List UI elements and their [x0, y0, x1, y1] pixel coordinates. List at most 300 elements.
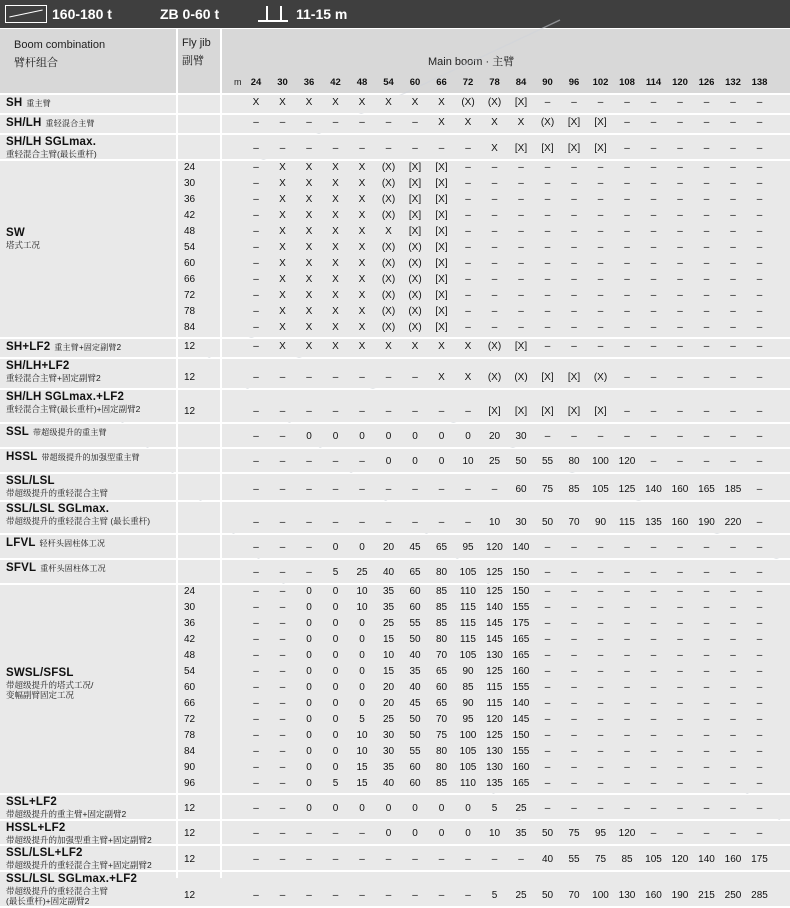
table-cell: 140	[645, 484, 662, 495]
table-cell: (X)	[381, 306, 396, 317]
table-cell: –	[677, 602, 683, 613]
table-cell: –	[703, 542, 710, 553]
table-cell: –	[279, 567, 286, 578]
column-header: 126	[698, 77, 715, 88]
table-cell: –	[571, 698, 577, 709]
table-cell: –	[756, 746, 763, 757]
table-cell: –	[756, 484, 763, 495]
table-cell: –	[465, 258, 471, 269]
table-cell: –	[253, 542, 259, 553]
table-cell: –	[624, 714, 630, 725]
table-cell: 165	[512, 634, 530, 645]
group-title-text: SWSL/SFSL	[6, 667, 74, 679]
table-cell: –	[624, 650, 630, 661]
table-cell: –	[597, 242, 604, 253]
table-cell: 130	[486, 746, 503, 757]
table-cell: X	[332, 226, 339, 237]
table-cell: –	[650, 746, 657, 757]
table-cell: 0	[359, 542, 365, 553]
table-cell: 125	[486, 666, 503, 677]
table-cell: [X]	[435, 194, 448, 205]
table-cell: –	[597, 634, 604, 645]
table-cell: 0	[306, 682, 312, 693]
table-cell: X	[279, 210, 286, 221]
table-cell: –	[253, 828, 259, 839]
table-cell: X	[358, 210, 366, 221]
table-cell: –	[465, 484, 471, 495]
table-cell: –	[756, 803, 763, 814]
table-cell: –	[756, 431, 763, 442]
table-cell: 80	[435, 634, 448, 645]
table-cell: –	[730, 618, 736, 629]
table-cell: (X)	[381, 290, 396, 301]
group-title-text: SFVL	[6, 562, 37, 574]
table-cell: –	[624, 778, 630, 789]
table-cell: 0	[438, 803, 445, 814]
table-cell: –	[677, 730, 683, 741]
table-cell: –	[571, 650, 577, 661]
table-cell: X	[464, 117, 472, 128]
table-cell: 0	[385, 431, 392, 442]
table-cell: –	[597, 290, 604, 301]
table-cell: –	[677, 341, 683, 352]
table-cell: 0	[306, 431, 312, 442]
table-cell: [X]	[594, 117, 607, 128]
table-cell: 50	[409, 634, 421, 645]
table-cell: –	[597, 778, 604, 789]
table-cell: –	[677, 258, 683, 269]
table-cell: 110	[460, 778, 476, 789]
table-cell: 65	[435, 666, 448, 677]
table-cell: X	[305, 258, 313, 269]
table-cell: 175	[751, 854, 768, 865]
group-title-text: SSL/LSL+LF2	[6, 847, 83, 859]
table-cell: 0	[359, 682, 365, 693]
table-cell: –	[650, 602, 657, 613]
table-cell: –	[279, 406, 286, 417]
table-cell: –	[544, 762, 551, 773]
table-cell: –	[703, 210, 710, 221]
table-cell: X	[279, 341, 286, 352]
table-cell: 25	[515, 890, 527, 901]
table-cell: 0	[306, 618, 312, 629]
table-cell: X	[279, 178, 286, 189]
table-cell: –	[253, 634, 259, 645]
table-cell: –	[730, 431, 736, 442]
table-cell: X	[305, 290, 313, 301]
table-cell: –	[730, 698, 736, 709]
table-cell: –	[624, 117, 630, 128]
table-cell: –	[756, 162, 763, 173]
table-cell: –	[412, 854, 418, 865]
table-cell: 0	[412, 431, 418, 442]
table-cell: –	[253, 484, 259, 495]
table-cell: X	[279, 290, 286, 301]
table-cell: 35	[382, 586, 395, 597]
column-header: 102	[592, 77, 609, 88]
table-cell: –	[571, 290, 577, 301]
table-cell: 50	[541, 890, 554, 901]
table-cell: –	[677, 586, 683, 597]
table-cell: X	[279, 194, 286, 205]
table-cell: –	[306, 890, 312, 901]
table-cell: 130	[486, 762, 503, 773]
table-cell: 0	[332, 803, 339, 814]
table-cell: –	[703, 406, 710, 417]
table-cell: –	[624, 762, 630, 773]
table-cell: 0	[385, 456, 392, 467]
table-cell: –	[279, 372, 286, 383]
table-cell: [X]	[567, 143, 581, 154]
table-cell: X	[358, 341, 366, 352]
table-cell: 5	[491, 890, 498, 901]
table-cell: [X]	[541, 372, 554, 383]
table-cell: X	[358, 274, 366, 285]
table-cell: –	[730, 602, 736, 613]
table-cell: X	[438, 341, 445, 352]
table-cell: 185	[724, 484, 742, 495]
group-subtitle: 重轻混合主臂(最长重杆)	[6, 149, 97, 159]
table-cell: 140	[698, 854, 715, 865]
table-cell: –	[624, 226, 630, 237]
table-cell: 130	[486, 650, 503, 661]
table-cell: –	[624, 274, 630, 285]
table-cell: –	[650, 714, 657, 725]
table-cell: 5	[491, 803, 498, 814]
table-cell: X	[332, 178, 339, 189]
table-cell: –	[730, 586, 736, 597]
fly-jib-value: 42	[184, 210, 196, 221]
table-cell: –	[677, 226, 683, 237]
group-subtitle: 带超级提升的加强型重主臂	[41, 453, 140, 462]
group-title-text: SH/LH SGLmax.+LF2	[6, 391, 125, 403]
table-cell: –	[571, 778, 577, 789]
table-cell: 115	[486, 698, 503, 709]
table-cell: –	[730, 456, 736, 467]
table-cell: –	[624, 586, 630, 597]
table-cell: –	[756, 618, 763, 629]
table-cell: –	[253, 517, 259, 528]
table-cell: 160	[671, 484, 689, 495]
table-cell: –	[571, 682, 577, 693]
table-cell: 120	[486, 714, 503, 725]
table-cell: 25	[356, 567, 368, 578]
table-cell: –	[650, 143, 657, 154]
table-cell: 50	[541, 517, 554, 528]
table-cell: –	[703, 586, 710, 597]
table-cell: (X)	[408, 258, 422, 269]
table-cell: [X]	[435, 258, 448, 269]
table-cell: –	[650, 162, 657, 173]
table-cell: X	[358, 162, 366, 173]
table-cell: 160	[671, 517, 689, 528]
table-cell: –	[756, 517, 763, 528]
table-cell: 105	[459, 762, 477, 773]
table-cell: –	[650, 650, 657, 661]
table-cell: –	[253, 322, 259, 333]
table-cell: –	[253, 341, 259, 352]
table-cell: [X]	[514, 341, 528, 352]
table-cell: –	[650, 666, 657, 677]
column-header: 48	[356, 77, 368, 88]
table-cell: 85	[462, 682, 474, 693]
table-cell: X	[332, 162, 339, 173]
table-cell: –	[650, 242, 657, 253]
table-cell: –	[544, 567, 551, 578]
table-cell: 160	[645, 890, 662, 901]
table-cell: –	[597, 322, 604, 333]
table-cell: –	[385, 372, 392, 383]
group-title-text: HSSL+LF2	[6, 822, 66, 834]
table-cell: 75	[594, 854, 607, 865]
table-cell: (X)	[487, 97, 502, 108]
table-cell: 55	[409, 746, 421, 757]
table-cell: –	[730, 803, 736, 814]
table-cell: 0	[306, 714, 312, 725]
table-cell: X	[358, 226, 366, 237]
column-header: 42	[330, 77, 341, 88]
table-cell: 165	[512, 650, 530, 661]
table-cell: (X)	[408, 290, 422, 301]
table-cell: X	[358, 242, 366, 253]
table-cell: –	[253, 666, 259, 677]
table-cell: –	[253, 778, 259, 789]
table-cell: –	[677, 746, 683, 757]
table-cell: –	[571, 567, 577, 578]
table-cell: –	[253, 714, 259, 725]
table-cell: –	[544, 602, 551, 613]
fly-jib-header	[178, 29, 220, 93]
column-header: 114	[645, 77, 662, 88]
table-cell: X	[385, 341, 392, 352]
table-cell: –	[412, 117, 418, 128]
table-cell: –	[359, 890, 365, 901]
table-cell: –	[491, 306, 498, 317]
table-cell: 5	[332, 778, 339, 789]
table-cell: 0	[306, 650, 312, 661]
table-cell: –	[491, 322, 498, 333]
table-cell: –	[756, 178, 763, 189]
table-cell: –	[306, 143, 312, 154]
table-cell: –	[279, 517, 286, 528]
table-cell: –	[703, 162, 710, 173]
table-cell: –	[571, 97, 577, 108]
column-divider	[220, 29, 222, 878]
table-cell: 155	[512, 746, 530, 757]
table-cell: X	[491, 117, 498, 128]
table-cell: –	[306, 484, 312, 495]
table-cell: –	[730, 290, 736, 301]
table-cell: –	[465, 517, 471, 528]
group-title-text: SH/LH	[6, 117, 42, 129]
column-header: 132	[725, 77, 741, 88]
table-cell: 160	[512, 762, 530, 773]
table-cell: –	[332, 484, 339, 495]
table-cell: 140	[512, 698, 530, 709]
table-cell: –	[730, 650, 736, 661]
group-title	[6, 562, 106, 574]
table-cell: –	[385, 117, 392, 128]
table-cell: –	[730, 746, 736, 757]
table-cell: –	[253, 210, 259, 221]
table-cell: –	[544, 698, 551, 709]
table-cell: –	[677, 242, 683, 253]
table-cell: –	[597, 762, 604, 773]
table-cell: –	[518, 306, 524, 317]
table-cell: –	[253, 242, 259, 253]
table-cell: –	[730, 778, 736, 789]
table-cell: 0	[332, 634, 339, 645]
table-cell: –	[279, 762, 286, 773]
table-cell: 85	[435, 586, 448, 597]
table-cell: –	[703, 258, 710, 269]
table-cell: 130	[618, 890, 636, 901]
table-cell: 35	[382, 602, 395, 613]
table-cell: –	[597, 194, 604, 205]
table-cell: –	[624, 162, 630, 173]
table-cell: 105	[645, 854, 662, 865]
table-cell: X	[279, 226, 286, 237]
table-cell: 70	[435, 714, 448, 725]
table-cell: –	[677, 274, 683, 285]
table-cell: –	[677, 828, 683, 839]
table-cell: 10	[356, 746, 368, 757]
table-cell: X	[332, 274, 339, 285]
table-cell: 0	[412, 828, 418, 839]
column-header: 36	[303, 77, 315, 88]
table-cell: 125	[486, 567, 503, 578]
table-cell: 65	[435, 542, 448, 553]
table-cell: 0	[438, 828, 445, 839]
table-cell: –	[412, 484, 418, 495]
group-title-text: SH/LH SGLmax.	[6, 136, 97, 148]
table-cell: –	[756, 778, 763, 789]
table-cell: –	[359, 117, 365, 128]
table-cell: –	[544, 178, 551, 189]
crane-icon	[5, 5, 47, 23]
table-cell: –	[253, 730, 259, 741]
table-cell: (X)	[408, 274, 422, 285]
table-cell: –	[332, 854, 339, 865]
table-cell: –	[650, 730, 657, 741]
table-cell: –	[518, 290, 524, 301]
fly-jib-en: Fly jib	[182, 37, 211, 49]
table-cell: –	[624, 143, 630, 154]
table-cell: –	[650, 178, 657, 189]
table-cell: X	[411, 341, 419, 352]
table-cell: –	[571, 586, 577, 597]
fly-jib-value: 78	[184, 730, 196, 741]
table-cell: –	[650, 306, 657, 317]
table-cell: –	[730, 226, 736, 237]
table-cell: 80	[435, 567, 448, 578]
table-cell: 110	[460, 586, 476, 597]
table-cell: 65	[409, 567, 421, 578]
table-cell: –	[465, 406, 471, 417]
table-cell: –	[650, 828, 657, 839]
table-cell: –	[730, 143, 736, 154]
table-cell: 0	[359, 650, 365, 661]
fly-jib-value: 36	[184, 194, 196, 205]
table-cell: –	[624, 431, 630, 442]
table-cell: –	[465, 194, 471, 205]
table-cell: –	[544, 258, 551, 269]
radius-label: 11-15 m	[296, 6, 348, 22]
table-cell: –	[624, 306, 630, 317]
fly-jib-value: 84	[184, 746, 196, 757]
table-cell: –	[385, 484, 392, 495]
table-cell: –	[465, 242, 471, 253]
table-cell: –	[703, 143, 710, 154]
table-cell: –	[253, 258, 259, 269]
table-cell: –	[279, 586, 286, 597]
table-cell: X	[491, 143, 498, 154]
table-cell: –	[677, 290, 683, 301]
table-cell: –	[624, 406, 630, 417]
column-header: 60	[409, 77, 421, 88]
table-cell: –	[544, 714, 551, 725]
table-cell: 0	[332, 730, 339, 741]
table-cell: 0	[359, 618, 365, 629]
table-cell: –	[756, 117, 763, 128]
table-cell: –	[571, 730, 577, 741]
table-cell: –	[544, 226, 551, 237]
table-cell: –	[703, 618, 710, 629]
table-cell: –	[730, 762, 736, 773]
table-cell: –	[624, 634, 630, 645]
table-cell: –	[624, 602, 630, 613]
column-header: 30	[277, 77, 288, 88]
table-cell: –	[306, 456, 312, 467]
table-cell: –	[597, 542, 604, 553]
table-cell: X	[438, 372, 445, 383]
capacity-label: 160-180 t	[52, 6, 112, 22]
table-cell: –	[518, 162, 524, 173]
table-cell: –	[465, 210, 471, 221]
table-cell: –	[306, 372, 312, 383]
table-cell: –	[597, 730, 604, 741]
table-cell: –	[306, 567, 312, 578]
table-cell: X	[332, 290, 339, 301]
group-title	[6, 117, 95, 129]
table-cell: –	[756, 828, 763, 839]
table-cell: 125	[486, 730, 503, 741]
table-cell: –	[624, 341, 630, 352]
group-title	[6, 341, 121, 353]
unit-label: m	[234, 77, 242, 87]
table-cell: [X]	[514, 406, 528, 417]
table-cell: –	[279, 634, 286, 645]
table-cell: –	[491, 854, 498, 865]
table-cell: –	[279, 484, 286, 495]
table-cell: [X]	[435, 306, 448, 317]
table-cell: –	[624, 682, 630, 693]
fly-jib-value: 12	[184, 828, 196, 839]
table-cell: 100	[459, 730, 477, 741]
table-cell: 0	[306, 586, 312, 597]
table-cell: X	[438, 117, 445, 128]
table-cell: –	[650, 97, 657, 108]
table-cell: –	[279, 828, 286, 839]
group-title	[6, 451, 140, 463]
table-cell: –	[385, 854, 392, 865]
table-cell: –	[597, 162, 604, 173]
table-cell: –	[571, 194, 577, 205]
table-cell: 10	[488, 828, 501, 839]
table-cell: 10	[382, 650, 395, 661]
group-title	[6, 475, 55, 487]
table-cell: 25	[382, 618, 395, 629]
